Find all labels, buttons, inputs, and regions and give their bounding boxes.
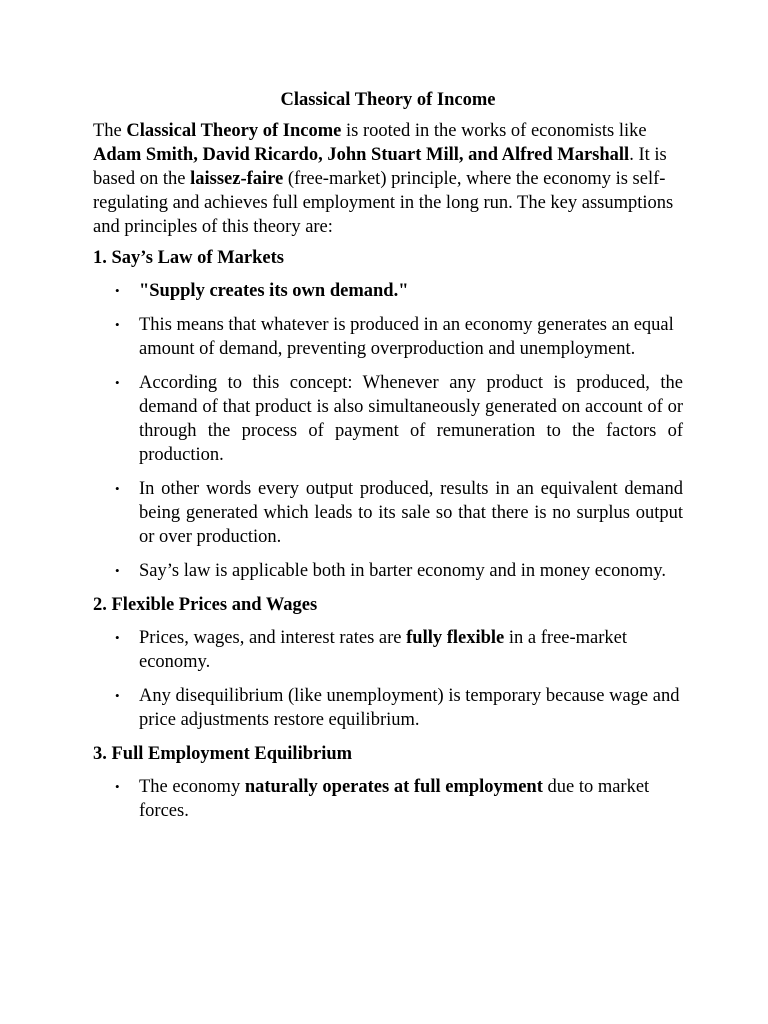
intro-text-3: . It is based on the <box>93 145 667 189</box>
list-item-text: "Supply creates its own demand." <box>139 281 409 301</box>
intro-bold-2: Adam Smith, David Ricardo, John Stuart Mill, and Alfred Marshall <box>93 145 630 165</box>
document-body <box>93 88 683 833</box>
intro-paragraph <box>93 119 683 239</box>
list-item-text: in a free-market economy. <box>139 628 628 672</box>
list-item <box>93 477 683 549</box>
bullet-icon: • <box>115 779 120 794</box>
intro-text-2: is rooted in the works of economists like <box>341 121 647 141</box>
list-item-text: due to market forces. <box>139 777 650 821</box>
intro-text-4: (free-market) principle, where the economy is self-regulating and achieves full employment in the long run. The key assumptions and principles of this theory are: <box>93 169 674 237</box>
bullet-icon: • <box>115 630 120 645</box>
section-2-heading: 2. Flexible Prices and Wages <box>93 595 318 615</box>
list-item <box>93 559 683 583</box>
list-item <box>93 626 683 674</box>
page-title: Classical Theory of Income <box>280 90 496 110</box>
list-item-text: Any disequilibrium (like unemployment) is temporary because wage and price adjustments restore equilibrium. <box>139 686 680 730</box>
section-1-list <box>93 279 683 583</box>
bullet-icon: • <box>115 375 120 390</box>
list-item-bold: naturally operates at full employment <box>244 777 543 797</box>
section-3-heading: 3. Full Employment Equilibrium <box>93 744 353 764</box>
list-item <box>93 775 683 823</box>
bullet-icon: • <box>115 283 120 298</box>
list-item-text: This means that whatever is produced in an economy generates an equal amount of demand, preventing overproduction and unemployment. <box>139 315 674 359</box>
intro-bold-1: Classical Theory of Income <box>126 121 342 141</box>
bullet-icon: • <box>115 481 120 496</box>
list-item-text: The economy <box>139 777 245 797</box>
bullet-icon: • <box>115 317 120 332</box>
list-item <box>93 279 683 303</box>
section-2-list <box>93 626 683 732</box>
list-item-text: Prices, wages, and interest rates are <box>139 628 407 648</box>
bullet-icon: • <box>115 563 120 578</box>
list-item-text: In other words every output produced, results in an equivalent demand being generated which leads to its sale so that there is no surplus output or over production. <box>139 479 683 547</box>
list-item-bold: fully flexible <box>406 628 505 648</box>
list-item <box>93 684 683 732</box>
bullet-icon: • <box>115 688 120 703</box>
list-item <box>93 371 683 467</box>
list-item-text: Say’s law is applicable both in barter economy and in money economy. <box>139 561 666 581</box>
list-item-text: According to this concept: Whenever any product is produced, the demand of that product is also simultaneously generated on account of or through the process of payment of remuneration to the factors of production. <box>139 373 683 465</box>
list-item <box>93 313 683 361</box>
section-1-heading: 1. Say’s Law of Markets <box>93 248 284 268</box>
intro-bold-3: laissez-faire <box>190 169 284 189</box>
intro-text-1: The <box>93 121 127 141</box>
section-3-list <box>93 775 683 823</box>
